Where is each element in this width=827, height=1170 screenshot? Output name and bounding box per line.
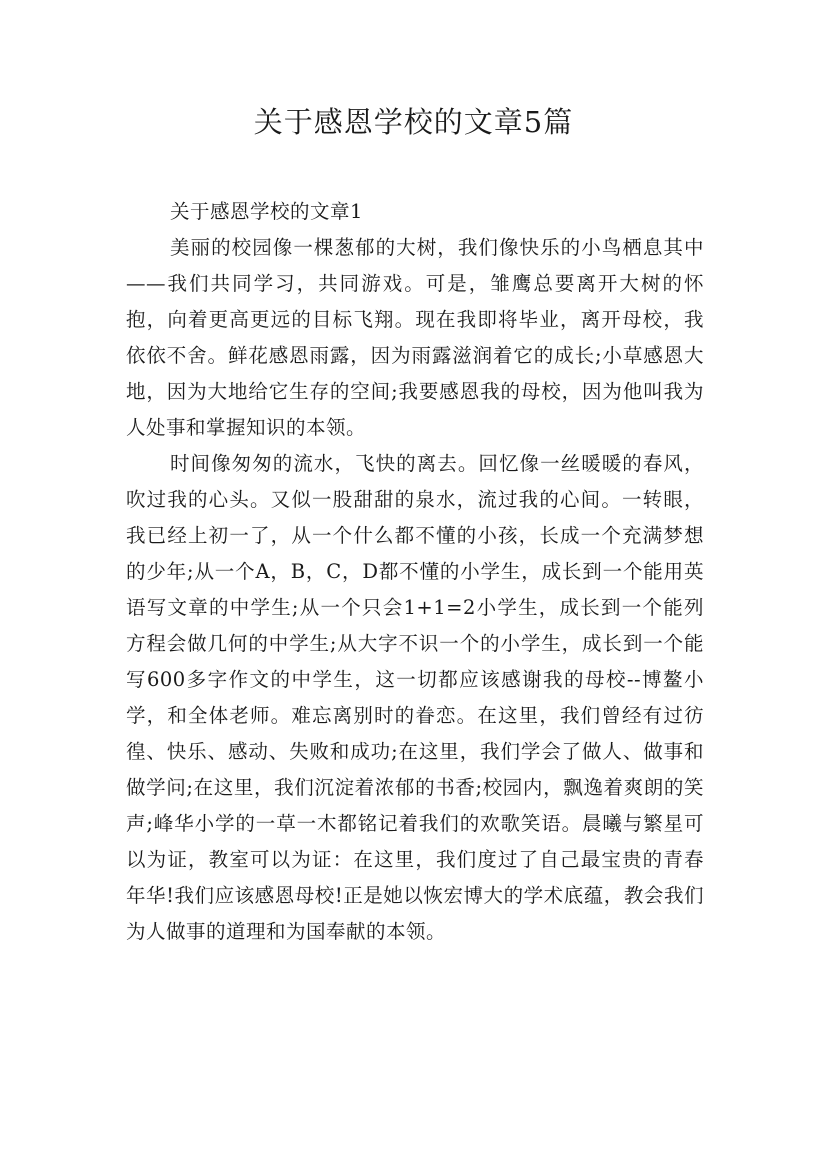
document-title: 关于感恩学校的文章5篇 — [253, 105, 574, 139]
paragraph-2: 时间像匆匆的流水，飞快的离去。回忆像一丝暖暖的春风，吹过我的心头。又似一股甜甜的泉水，流过我的心间。一转眼，我已经上初一了，从一个什么都不懂的小孩，长成一个充满梦想的少年;从一个A，B，C，D都不懂的小学生，成长到一个能用英语写文章的中学生;从一个只会1+1=2小学生，成长到一个能列方程会做几何的中学生;从大字不识一个的小学生，成长到一个能写600多字作文的中学生，这一切都应该感谢我的母校--博鳌小学，和全体老师。难忘离别时的眷恋。在这里，我们曾经有过彷徨、快乐、感动、失败和成功;在这里，我们学会了做人、做事和做学问;在这里，我们沉淀着浓郁的书香;校园内，飘逸着爽朗的笑声;峰华小学的一草一木都铭记着我们的欢歌笑语。晨曦与繁星可以为证，教室可以为证：在这里，我们度过了自己最宝贵的青春年华!我们应该感恩母校!正是她以恢宏博大的学术底蕴，教会我们为人做事的道理和为国奉献的本领。 — [126, 452, 704, 943]
article-body — [126, 194, 704, 950]
paragraph-1: 美丽的校园像一棵葱郁的大树，我们像快乐的小鸟栖息其中——我们共同学习，共同游戏。可是，雏鹰总要离开大树的怀抱，向着更高更远的目标飞翔。现在我即将毕业，离开母校，我依依不舍。鲜花感恩雨露，因为雨露滋润着它的成长;小草感恩大地，因为大地给它生存的空间;我要感恩我的母校，因为他叫我为人处事和掌握知识的本领。 — [126, 236, 704, 439]
section-heading: 关于感恩学校的文章1 — [170, 200, 363, 223]
